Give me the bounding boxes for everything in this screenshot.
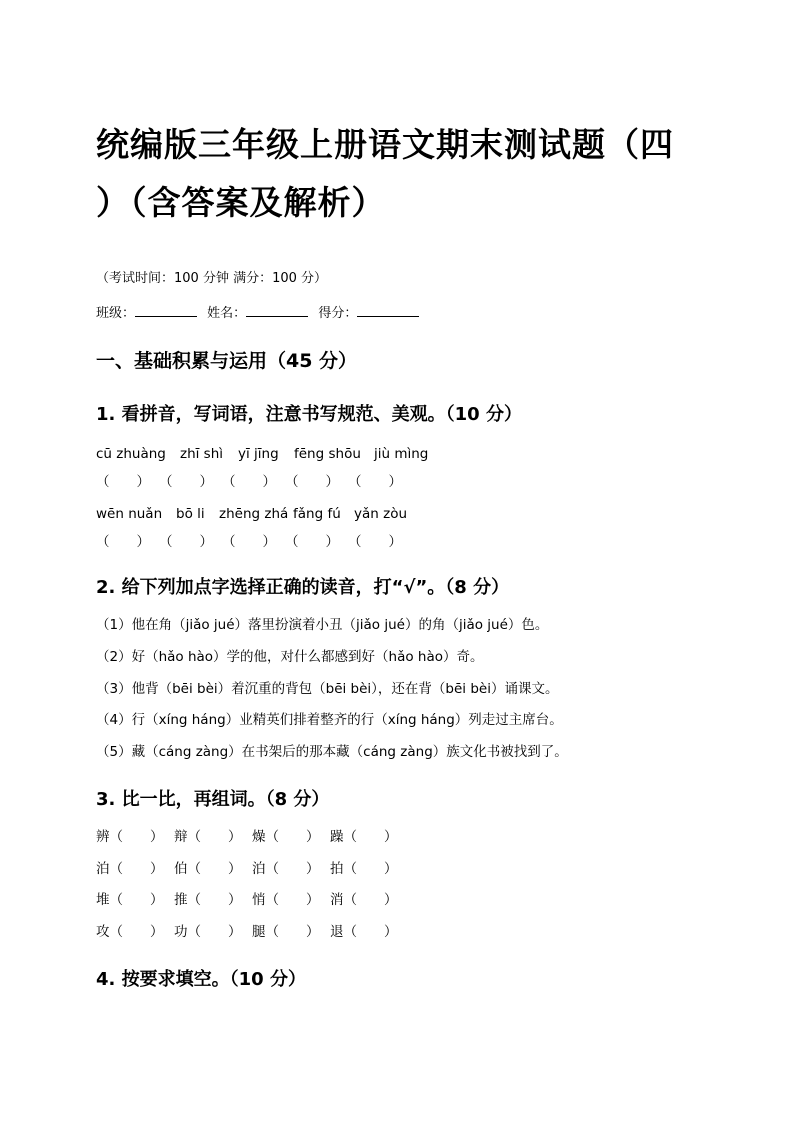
word-pair-cell[interactable]: 推（ ） [174,892,242,908]
word-pair-cell[interactable]: 功（ ） [174,924,242,940]
word-pair-cell[interactable]: 腿（ ） [252,924,320,940]
q2-item-1: （1）他在角（jiǎo jué）落里扮演着小丑（jiǎo jué）的角（jiǎo jué）色。 [96,617,549,633]
q1-pinyin-row-2 [96,505,407,523]
answer-blank[interactable]: （ ） [222,534,276,550]
word-pair-cell[interactable]: 退（ ） [330,924,398,940]
pinyin-item: jiù mìng [374,446,429,462]
word-pair-cell[interactable]: 拍（ ） [330,861,398,877]
pinyin-item: yī jīng [238,446,279,462]
pinyin-item: wēn nuǎn [96,506,163,522]
pinyin-item: fēng shōu [294,446,361,462]
document-title-line-1: 统编版三年级上册语文期末测试题（四 [96,125,674,164]
q1-answer-row-2 [96,533,411,551]
word-pair-cell[interactable]: 泊（ ） [96,861,164,877]
q4-heading: 4. 按要求填空。（10 分） [96,969,306,990]
answer-blank[interactable]: （ ） [285,534,339,550]
class-blank[interactable] [135,302,197,317]
pinyin-item: yǎn zòu [354,506,408,522]
word-pair-cell[interactable]: 攻（ ） [96,924,164,940]
answer-blank[interactable]: （ ） [159,534,213,550]
q3-row-3 [96,891,408,909]
word-pair-cell[interactable]: 泊（ ） [252,861,320,877]
name-blank[interactable] [246,302,308,317]
pinyin-item: zhēng zhá [219,506,289,522]
q2-item-2: （2）好（hǎo hào）学的他，对什么都感到好（hǎo hào）奇。 [96,649,484,665]
document-title-line-2: ）（含答案及解析） [96,183,386,222]
word-pair-cell[interactable]: 伯（ ） [174,861,242,877]
pinyin-item: zhī shì [180,446,224,462]
q2-item-5: （5）藏（cáng zàng）在书架后的那本藏（cáng zàng）族文化书被找到了。 [96,744,568,760]
q1-answer-row-1 [96,473,411,491]
answer-blank[interactable]: （ ） [159,474,213,490]
word-pair-cell[interactable]: 辨（ ） [96,829,164,845]
section-1-heading: 一、基础积累与运用（45 分） [96,350,358,372]
answer-blank[interactable]: （ ） [348,474,402,490]
answer-blank[interactable]: （ ） [96,534,150,550]
q3-row-1 [96,828,408,846]
name-label: 姓名： [207,306,247,321]
score-label: 得分： [318,306,358,321]
word-pair-cell[interactable]: 悄（ ） [252,892,320,908]
answer-blank[interactable]: （ ） [96,474,150,490]
word-pair-cell[interactable]: 辩（ ） [174,829,242,845]
q1-pinyin-row-1 [96,445,428,463]
exam-info: （考试时间：100 分钟 满分：100 分） [96,271,328,286]
answer-blank[interactable]: （ ） [222,474,276,490]
q3-heading: 3. 比一比，再组词。（8 分） [96,789,330,810]
q3-row-2 [96,860,408,878]
word-pair-cell[interactable]: 躁（ ） [330,829,398,845]
pinyin-item: cū zhuàng [96,446,166,462]
word-pair-cell[interactable]: 堆（ ） [96,892,164,908]
word-pair-cell[interactable]: 消（ ） [330,892,398,908]
pinyin-item: fǎng fú [293,506,341,522]
q2-item-3: （3）他背（bēi bèi）着沉重的背包（bēi bèi），还在背（bēi bèi）诵课文。 [96,681,559,697]
answer-blank[interactable]: （ ） [348,534,402,550]
q3-row-4 [96,923,408,941]
class-label: 班级： [96,306,136,321]
answer-blank[interactable]: （ ） [285,474,339,490]
word-pair-cell[interactable]: 燥（ ） [252,829,320,845]
student-fields [96,302,425,323]
q2-item-4: （4）行（xíng háng）业精英们排着整齐的行（xíng háng）列走过主席台。 [96,712,563,728]
score-blank[interactable] [357,302,419,317]
q1-heading: 1. 看拼音，写词语，注意书写规范、美观。（10 分） [96,404,522,425]
pinyin-item: bō li [176,506,205,522]
q2-heading: 2. 给下列加点字选择正确的读音，打“√”。（8 分） [96,577,510,598]
